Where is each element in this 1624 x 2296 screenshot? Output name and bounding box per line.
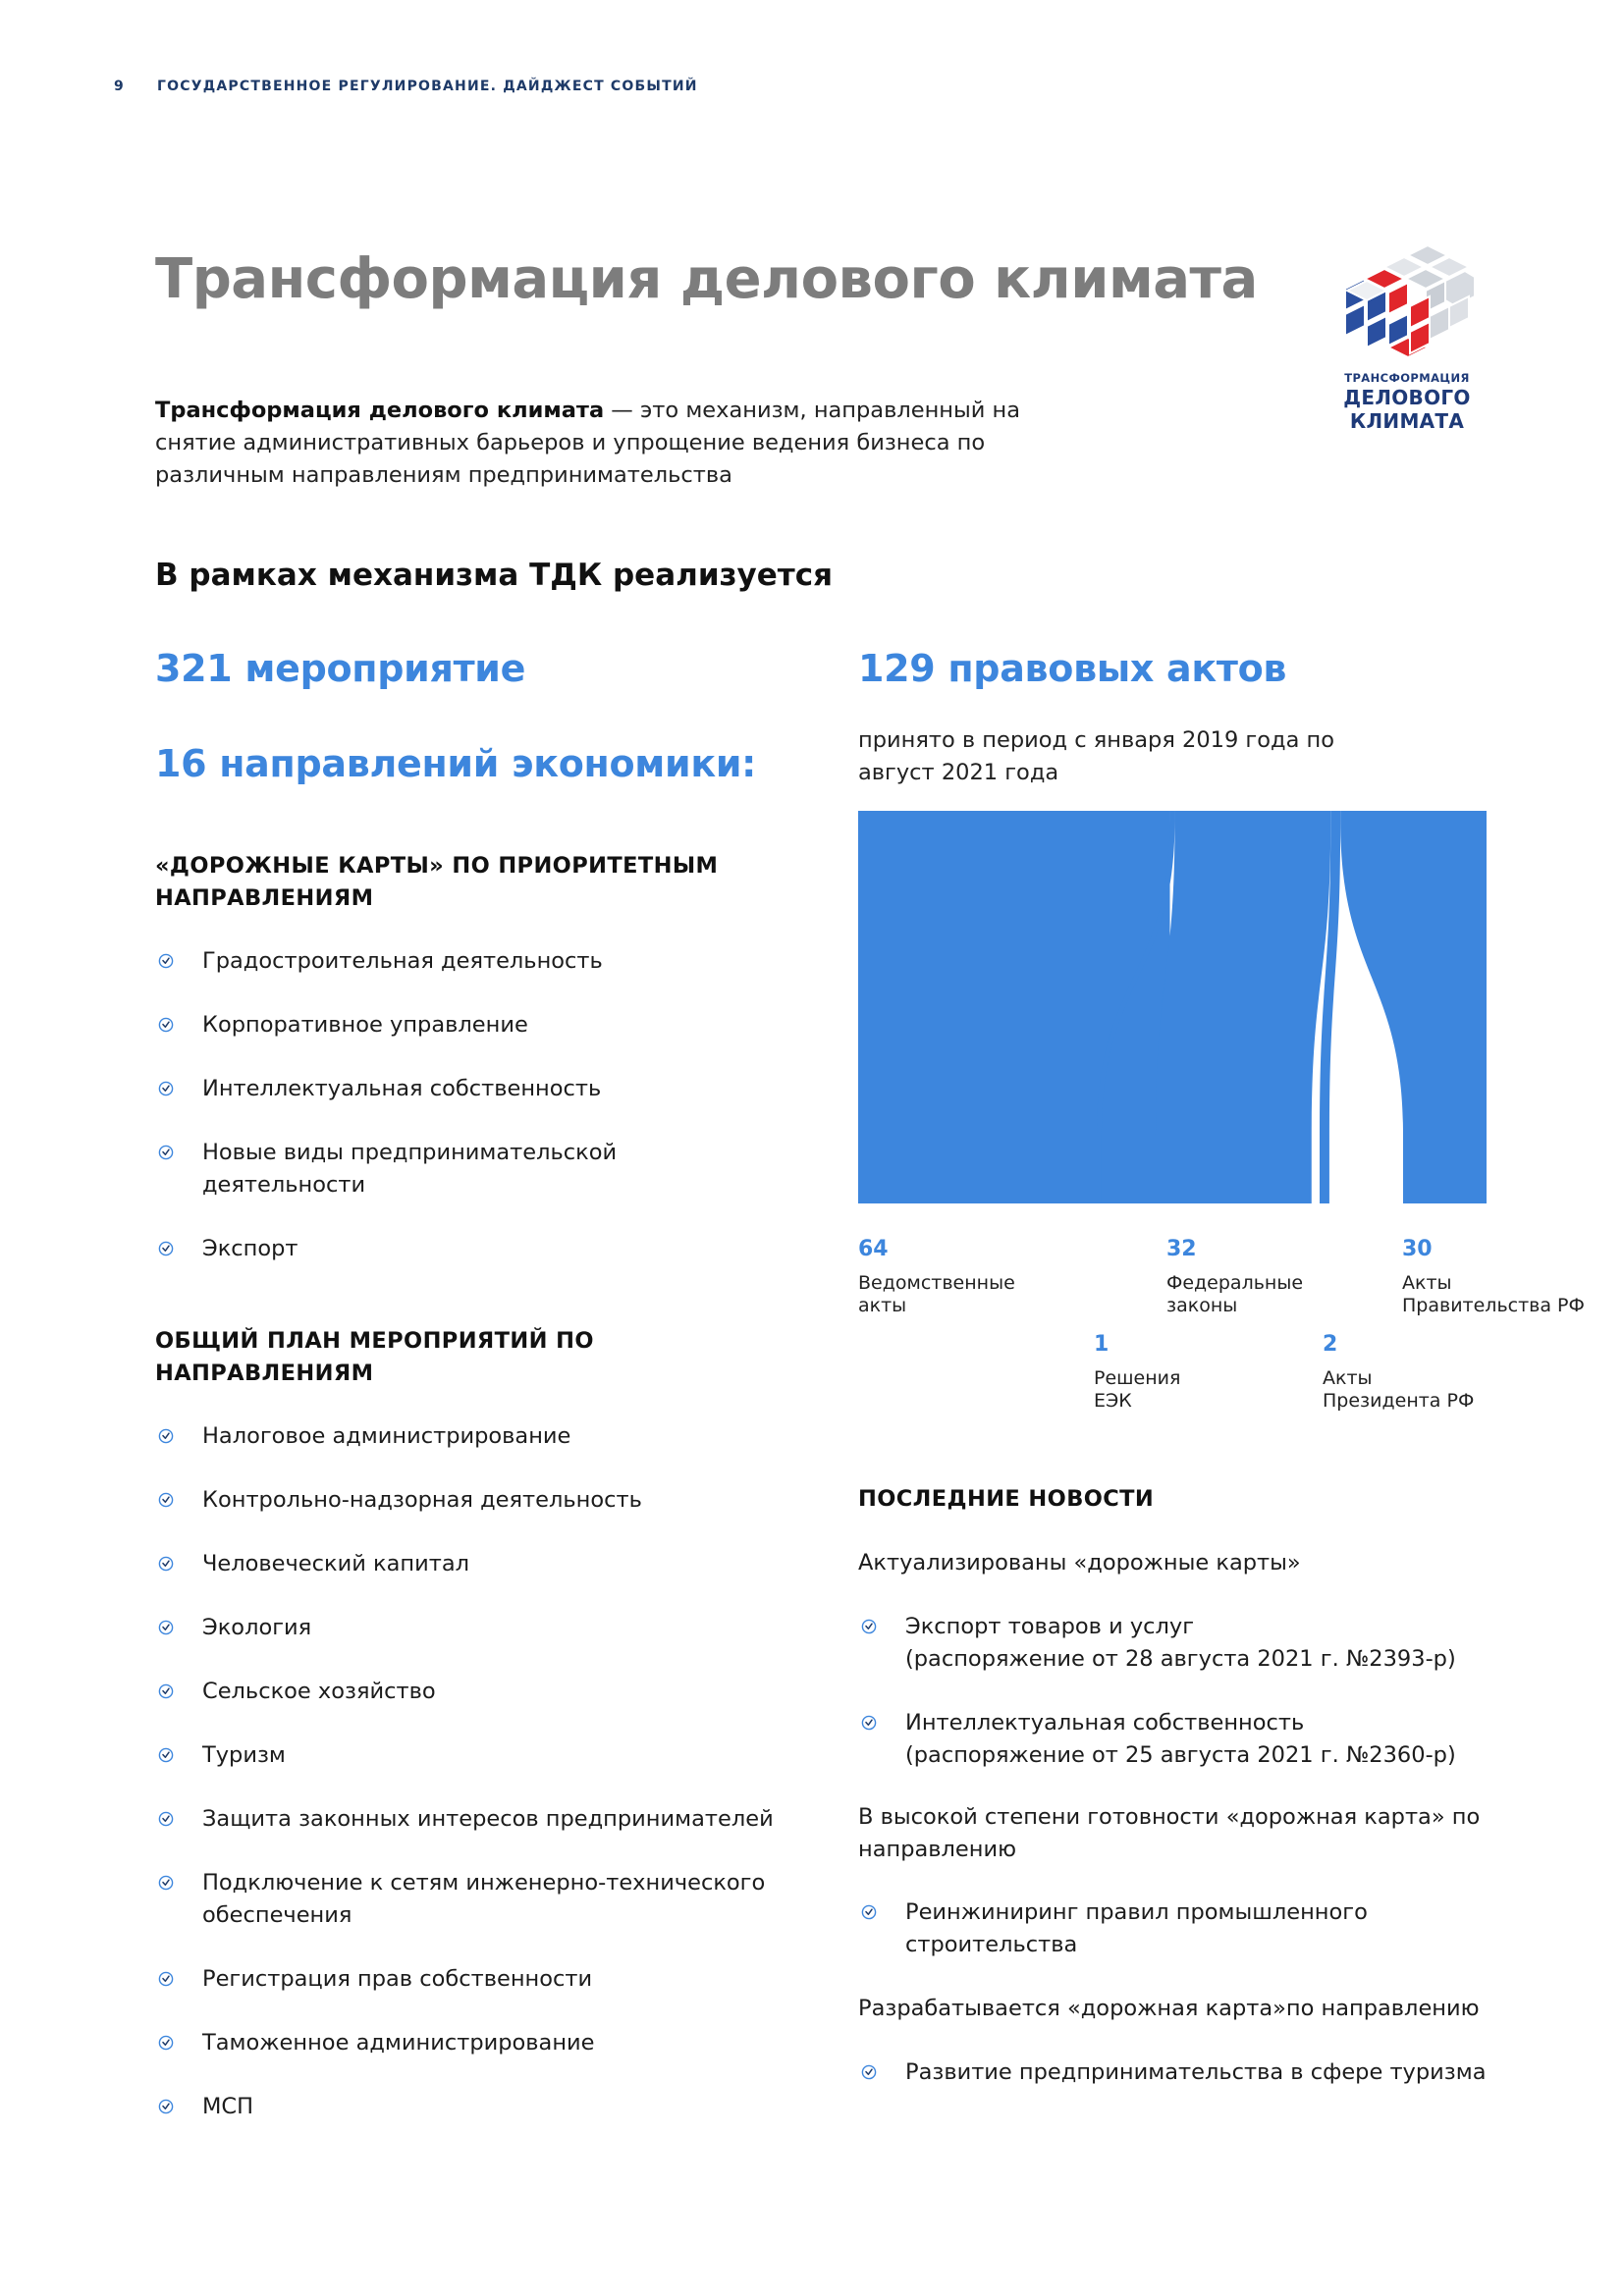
check-circle-icon	[158, 1683, 174, 1699]
chart-category-line: Ведомственные	[858, 1272, 1015, 1294]
news-dev-intro	[858, 1993, 1506, 2025]
stat-events: 321 мероприятие	[155, 647, 526, 690]
page-title: Трансформация делового климата	[155, 247, 1258, 311]
list-item	[155, 1803, 823, 1836]
chart-value: 2	[1323, 1332, 1338, 1357]
list-item-text: Экология	[202, 1615, 312, 1640]
chart-category-line: законы	[1166, 1295, 1238, 1316]
chart-value: 64	[858, 1237, 889, 1261]
news-item-line: (распоряжение от 28 августа 2021 г. №2393-р)	[905, 1646, 1456, 1672]
check-circle-icon	[158, 1556, 174, 1572]
list-item	[858, 1896, 1487, 1961]
tdk-logo	[1327, 245, 1487, 442]
list-item-text: Туризм	[202, 1742, 286, 1768]
list-item-text: Сельское хозяйство	[202, 1679, 436, 1704]
check-circle-icon	[158, 2035, 174, 2051]
chart-label-eec-decisions	[1094, 1332, 1180, 1413]
check-circle-icon	[158, 953, 174, 969]
list-item	[155, 1137, 784, 1201]
list-item	[155, 2027, 823, 2059]
stat-directions: 16 направлений экономики:	[155, 742, 757, 785]
chart-category-line: Президента РФ	[1323, 1390, 1475, 1412]
list-item-text: Контрольно-надзорная деятельность	[202, 1487, 642, 1513]
check-circle-icon	[158, 1875, 174, 1891]
news-item	[858, 1707, 1487, 1772]
check-circle-icon	[861, 2064, 877, 2080]
list-item	[155, 1963, 823, 1996]
plan-heading: ОБЩИЙ ПЛАН МЕРОПРИЯТИЙ ПО НАПРАВЛЕНИЯМ	[155, 1328, 594, 1386]
news-heading: ПОСЛЕДНИЕ НОВОСТИ	[858, 1486, 1155, 1512]
chart-label-president-acts	[1323, 1332, 1474, 1413]
chart-category-line: Решения	[1094, 1367, 1181, 1389]
chart-category-line: Акты	[1323, 1367, 1373, 1389]
check-circle-icon	[158, 1081, 174, 1096]
page-number: 9	[114, 79, 125, 94]
list-item	[155, 1009, 784, 1041]
list-item	[155, 945, 784, 978]
sankey-flow	[1156, 811, 1330, 1203]
news-paragraph: Разрабатывается «дорожная карта»по направлению	[858, 1996, 1480, 2021]
list-item-text: МСП	[202, 2094, 254, 2119]
list-item-text: Налоговое администрирование	[202, 1423, 571, 1449]
check-circle-icon	[861, 1715, 877, 1731]
sankey-flow	[1340, 811, 1487, 1203]
check-circle-icon	[158, 1492, 174, 1508]
check-circle-icon	[158, 1620, 174, 1635]
lead-text: — это механизм, направленный на снятие административных барьеров и упрощение ведения бизнеса по различным направлениям предпринимательства	[155, 398, 1021, 488]
list-item	[155, 1073, 784, 1105]
chart-category-line: Акты	[1402, 1272, 1452, 1294]
news-item	[858, 1611, 1487, 1676]
news-item-line: Интеллектуальная собственность	[905, 1710, 1305, 1735]
cube-logo-icon	[1327, 245, 1487, 368]
list-item-text: Развитие предпринимательства в сфере туризма	[905, 2059, 1487, 2085]
acts-caption: принято в период с января 2019 года по август 2021 года	[858, 727, 1334, 785]
list-item	[155, 1612, 823, 1644]
check-circle-icon	[861, 1904, 877, 1920]
roadmaps-list	[155, 945, 784, 1297]
news-ready-list	[858, 1896, 1487, 1961]
list-item-text: Регистрация прав собственности	[202, 1966, 593, 1992]
running-title: ГОСУДАРСТВЕННОЕ РЕГУЛИРОВАНИЕ. ДАЙДЖЕСТ СОБЫТИЙ	[157, 79, 698, 94]
news-updated-list	[858, 1611, 1487, 1803]
acts-sankey-chart	[858, 811, 1487, 1203]
list-item	[155, 1233, 784, 1265]
news-item-line: Экспорт товаров и услуг	[905, 1614, 1195, 1639]
chart-category-line: Федеральные	[1166, 1272, 1304, 1294]
list-item-text: Экспорт	[202, 1236, 298, 1261]
logo-line-3: КЛИМАТА	[1349, 409, 1465, 433]
chart-value: 1	[1094, 1332, 1110, 1357]
list-item-text: Реинжиниринг правил промышленного строительства	[905, 1899, 1368, 1957]
list-item	[155, 1867, 823, 1932]
list-item	[155, 1420, 823, 1453]
lead-bold-term: Трансформация делового климата	[155, 398, 605, 423]
list-item-text: Человеческий капитал	[202, 1551, 469, 1576]
news-updated-intro	[858, 1547, 1487, 1579]
list-item	[155, 1548, 823, 1580]
list-item	[155, 1739, 823, 1772]
check-circle-icon	[158, 2099, 174, 2114]
list-item-text: Корпоративное управление	[202, 1012, 528, 1038]
plan-list	[155, 1420, 823, 2155]
news-item-line: (распоряжение от 25 августа 2021 г. №2360-р)	[905, 1742, 1456, 1768]
list-item-text: Защита законных интересов предпринимателей	[202, 1806, 774, 1832]
chart-value: 32	[1166, 1237, 1197, 1261]
news-dev-list	[858, 2056, 1487, 2089]
check-circle-icon	[158, 1811, 174, 1827]
list-item	[155, 1676, 823, 1708]
lead-paragraph	[155, 395, 1098, 492]
list-item	[155, 2091, 823, 2123]
chart-category-line: акты	[858, 1295, 907, 1316]
list-item-text: Новые виды предпринимательской деятельности	[202, 1140, 618, 1198]
check-circle-icon	[861, 1619, 877, 1634]
logo-line-2: ДЕЛОВОГО	[1343, 386, 1471, 409]
list-item-text: Подключение к сетям инженерно-технического обеспечения	[202, 1870, 766, 1928]
check-circle-icon	[158, 1747, 174, 1763]
news-paragraph: В высокой степени готовности «дорожная карта» по направлению	[858, 1804, 1481, 1862]
check-circle-icon	[158, 1241, 174, 1256]
list-item	[858, 2056, 1487, 2089]
mechanism-subheading: В рамках механизма ТДК реализуется	[155, 558, 834, 593]
roadmaps-heading: «ДОРОЖНЫЕ КАРТЫ» ПО ПРИОРИТЕТНЫМ НАПРАВЛЕНИЯМ	[155, 853, 719, 911]
stat-acts: 129 правовых актов	[858, 647, 1287, 690]
news-ready-intro	[858, 1801, 1487, 1866]
list-item-text: Таможенное администрирование	[202, 2030, 595, 2056]
list-item-text: Градостроительная деятельность	[202, 948, 603, 974]
check-circle-icon	[158, 1971, 174, 1987]
check-circle-icon	[158, 1145, 174, 1160]
chart-value: 30	[1402, 1237, 1433, 1261]
chart-category-line: ЕЭК	[1094, 1390, 1132, 1412]
list-item-text: Интеллектуальная собственность	[202, 1076, 602, 1101]
running-header	[114, 79, 698, 94]
check-circle-icon	[158, 1428, 174, 1444]
check-circle-icon	[158, 1017, 174, 1033]
chart-label-government-acts	[1402, 1237, 1585, 1317]
chart-label-departmental	[858, 1237, 1015, 1317]
chart-category-line: Правительства РФ	[1402, 1295, 1585, 1316]
news-paragraph: Актуализированы «дорожные карты»	[858, 1550, 1301, 1575]
logo-line-1: ТРАНСФОРМАЦИЯ	[1344, 371, 1470, 385]
list-item	[155, 1484, 823, 1517]
chart-label-federal-laws	[1166, 1237, 1303, 1317]
